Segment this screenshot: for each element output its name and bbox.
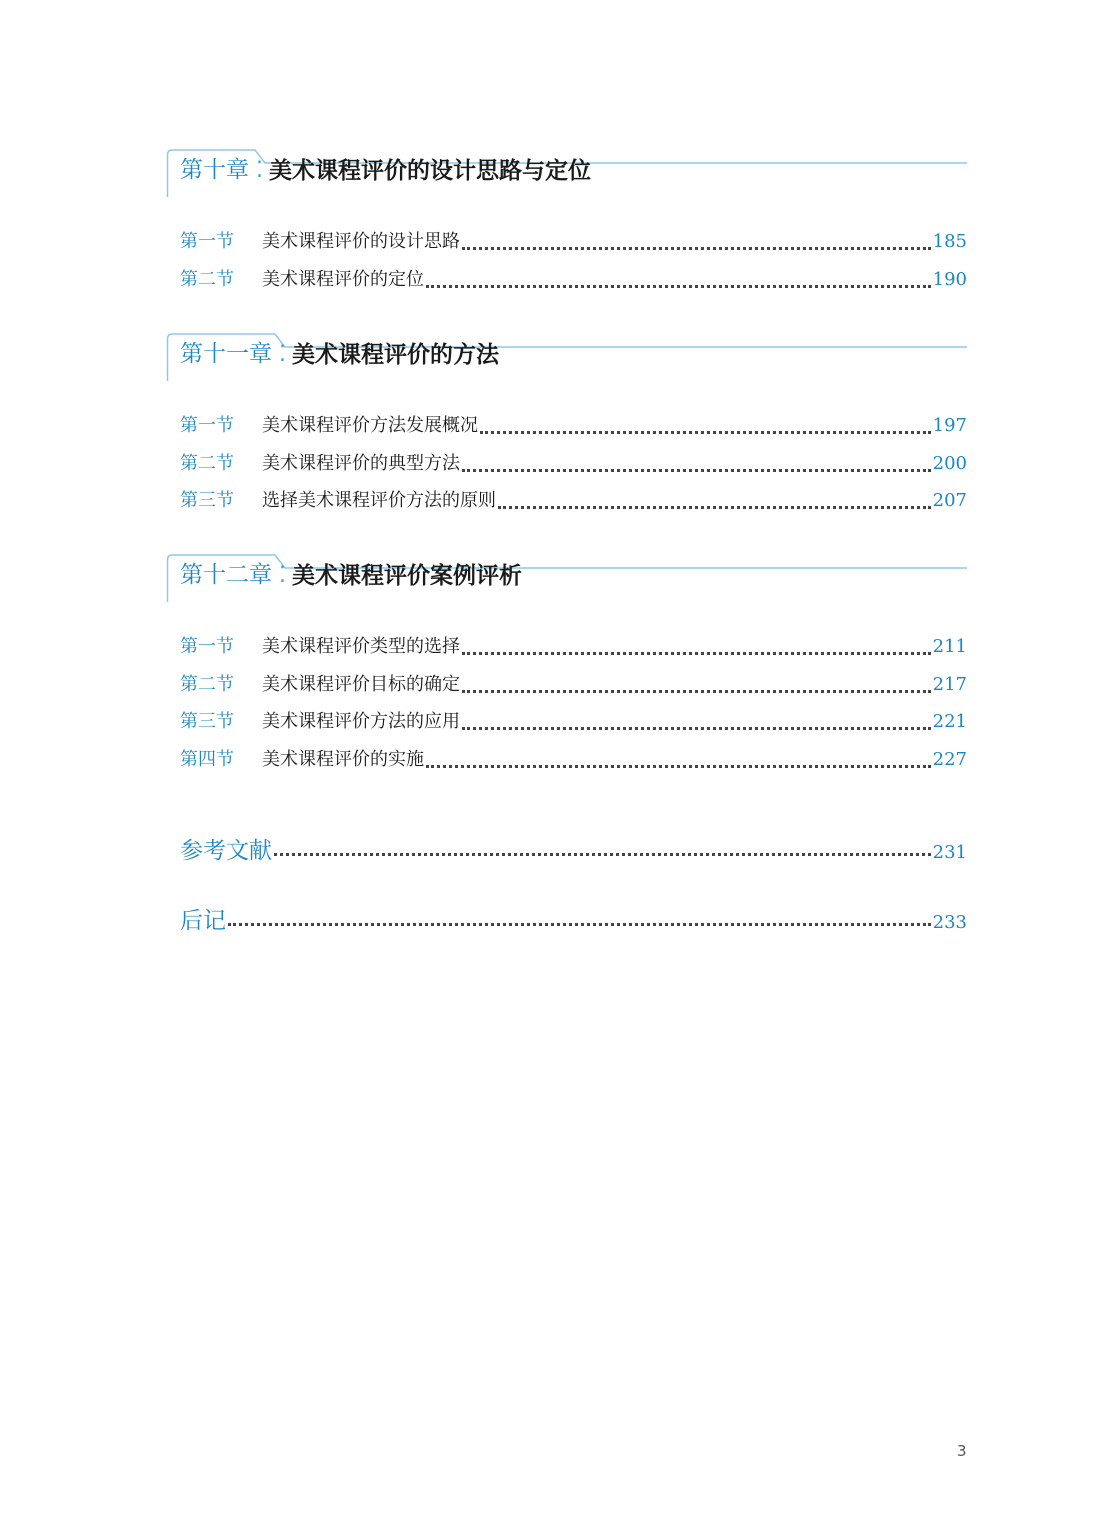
chapter-label: 第十一章 [180, 341, 272, 367]
section-title: 美术课程评价目标的确定 [262, 673, 460, 695]
dot-leader [480, 431, 931, 434]
section-number: 第二节 [180, 673, 234, 695]
dot-leader [426, 765, 931, 768]
section-number: 第三节 [180, 711, 234, 732]
chapter-header [166, 554, 967, 602]
toc-entry-references[interactable] [180, 832, 967, 865]
chapter-title: 美术课程评价的方法 [292, 341, 499, 368]
dot-leader [462, 690, 931, 693]
dot-leader [274, 853, 931, 856]
toc-entry-afterword[interactable] [180, 902, 967, 935]
dot-leader [228, 923, 931, 926]
separator-dots: ⁚ [279, 341, 286, 367]
section-number: 第二节 [180, 452, 234, 474]
page-number: 211 [932, 636, 967, 657]
toc-entry[interactable] [166, 486, 967, 524]
section-title: 美术课程评价的实施 [262, 748, 424, 770]
chapter-11 [166, 333, 967, 524]
page-number: 221 [932, 711, 967, 732]
dot-leader [462, 469, 931, 472]
section-number: 第四节 [180, 748, 234, 770]
afterword-label: 后记 [180, 908, 226, 934]
section-title: 美术课程评价的定位 [262, 268, 424, 290]
page-number: 231 [932, 842, 967, 863]
page-number: 197 [932, 415, 967, 436]
toc-entry[interactable] [166, 745, 967, 783]
chapter-10 [166, 149, 967, 302]
toc-entry[interactable] [166, 632, 967, 670]
section-title: 美术课程评价的典型方法 [262, 452, 460, 474]
separator-dots: ⁚ [256, 157, 263, 183]
toc-entry[interactable] [166, 411, 967, 449]
references-label: 参考文献 [180, 838, 272, 864]
toc-entry[interactable] [166, 707, 967, 745]
section-title: 美术课程评价方法发展概况 [262, 415, 478, 436]
toc-entry[interactable] [166, 449, 967, 487]
section-title: 美术课程评价方法的应用 [262, 711, 460, 732]
chapter-header [166, 333, 967, 381]
page-number: 233 [932, 912, 967, 933]
section-title: 美术课程评价的设计思路 [262, 231, 460, 252]
section-list [166, 411, 967, 524]
page-number: 185 [932, 231, 967, 252]
section-number: 第二节 [180, 268, 234, 290]
section-number: 第一节 [180, 231, 234, 252]
section-title: 美术课程评价类型的选择 [262, 636, 460, 657]
page-number: 217 [932, 673, 967, 695]
page-number: 207 [932, 490, 967, 511]
section-number: 第一节 [180, 415, 234, 436]
toc-entry[interactable] [166, 227, 967, 265]
chapter-label: 第十二章 [180, 562, 272, 588]
section-number: 第一节 [180, 636, 234, 657]
page-folio: 3 [957, 1442, 967, 1460]
section-title: 选择美术课程评价方法的原则 [262, 490, 496, 511]
dot-leader [462, 652, 931, 655]
chapter-header [166, 149, 967, 197]
toc-entry[interactable] [166, 670, 967, 708]
page-number: 227 [932, 748, 967, 770]
chapter-title: 美术课程评价的设计思路与定位 [269, 157, 591, 184]
dot-leader [462, 727, 931, 730]
section-list [166, 227, 967, 302]
page-number: 190 [932, 268, 967, 290]
chapter-label: 第十章 [180, 157, 249, 183]
section-list [166, 632, 967, 782]
separator-dots: ⁚ [279, 562, 286, 588]
chapter-12 [166, 554, 967, 782]
chapter-title: 美术课程评价案例评析 [292, 562, 522, 589]
dot-leader [426, 285, 931, 288]
page-number: 200 [932, 452, 967, 474]
section-number: 第三节 [180, 490, 234, 511]
toc-entry[interactable] [166, 265, 967, 303]
dot-leader [462, 247, 931, 250]
dot-leader [498, 506, 931, 509]
